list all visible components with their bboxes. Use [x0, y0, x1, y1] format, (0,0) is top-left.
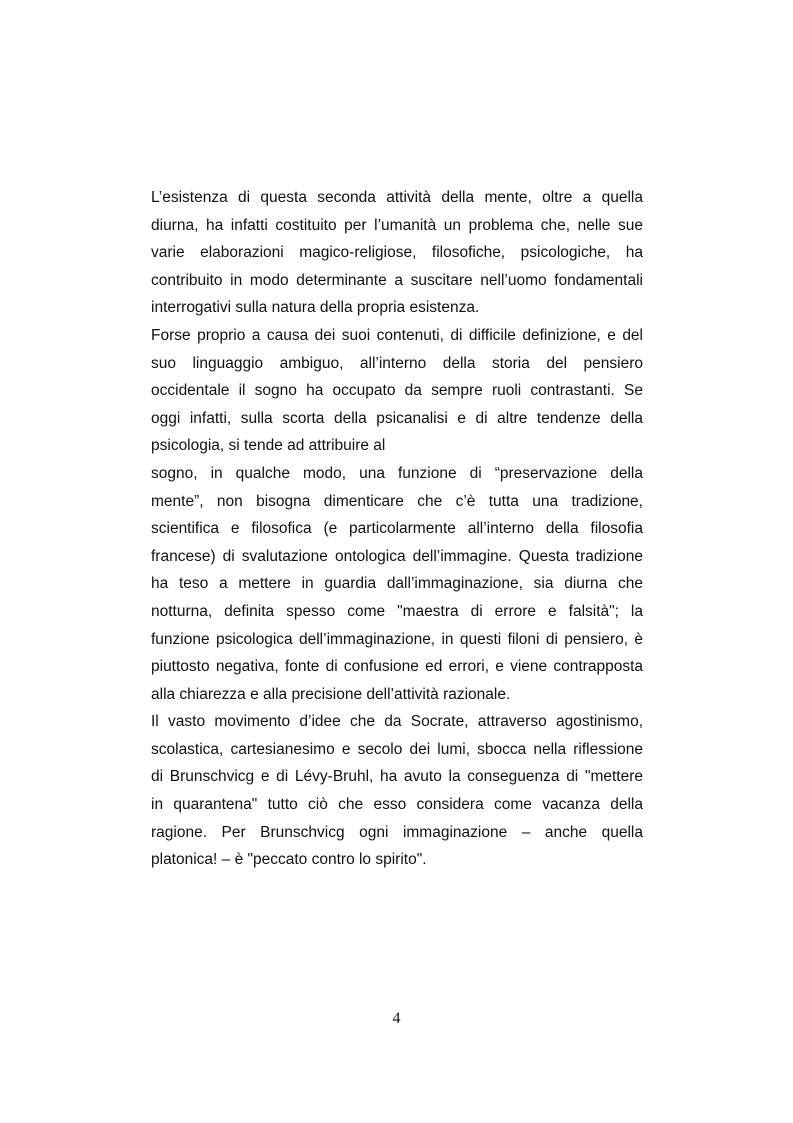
text-line: varie elaborazioni magico-religiose, filosofiche, psicologiche, ha	[151, 244, 643, 262]
text-line: mente”, non bisogna dimenticare che c’è tutta una tradizione,	[151, 492, 643, 510]
text-line: ha teso a mettere in guardia dall’immaginazione, sia diurna che	[151, 575, 643, 593]
body-text	[151, 184, 643, 874]
text-line: suo linguaggio ambiguo, all’interno della storia del pensiero	[151, 354, 643, 372]
text-line: scientifica e filosofica (e particolarmente all’interno della filosofia	[151, 520, 643, 538]
text-line: sogno, in qualche modo, una funzione di “preservazione della	[151, 464, 643, 482]
text-line: Forse proprio a causa dei suoi contenuti, di difficile definizione, e del	[151, 326, 643, 344]
text-line: platonica! – è "peccato contro lo spirito".	[151, 851, 427, 869]
text-line: interrogativi sulla natura della propria esistenza.	[151, 299, 480, 317]
text-line: Il vasto movimento d’idee che da Socrate, attraverso agostinismo,	[151, 713, 643, 731]
text-line: psicologia, si tende ad attribuire al	[151, 437, 386, 455]
text-line: oggi infatti, sulla scorta della psicanalisi e di altre tendenze della	[151, 409, 643, 427]
text-line: funzione psicologica dell’immaginazione, in questi filoni di pensiero, è	[151, 630, 643, 648]
text-line: ragione. Per Brunschvicg ogni immaginazione – anche quella	[151, 823, 643, 841]
text-line: piuttosto negativa, fonte di confusione ed errori, e viene contrapposta	[151, 658, 643, 676]
page-number: 4	[392, 1010, 401, 1027]
text-line: diurna, ha infatti costituito per l’umanità un problema che, nelle sue	[151, 216, 643, 234]
text-line: alla chiarezza e alla precisione dell’attività razionale.	[151, 685, 511, 703]
text-line: in quarantena" tutto ciò che esso considera come vacanza della	[151, 796, 643, 814]
text-line: L’esistenza di questa seconda attività della mente, oltre a quella	[151, 189, 643, 206]
text-line: occidentale il sogno ha occupato da sempre ruoli contrastanti. Se	[151, 382, 643, 400]
text-line: notturna, definita spesso come "maestra di errore e falsità"; la	[151, 602, 643, 620]
text-line: contribuito in modo determinante a suscitare nell’uomo fondamentali	[151, 271, 643, 289]
text-line: di Brunschvicg e di Lévy-Bruhl, ha avuto la conseguenza di "mettere	[151, 768, 643, 786]
text-line: francese) di svalutazione ontologica dell’immagine. Questa tradizione	[151, 547, 643, 565]
text-line: scolastica, cartesianesimo e secolo dei lumi, sbocca nella riflessione	[151, 740, 643, 758]
